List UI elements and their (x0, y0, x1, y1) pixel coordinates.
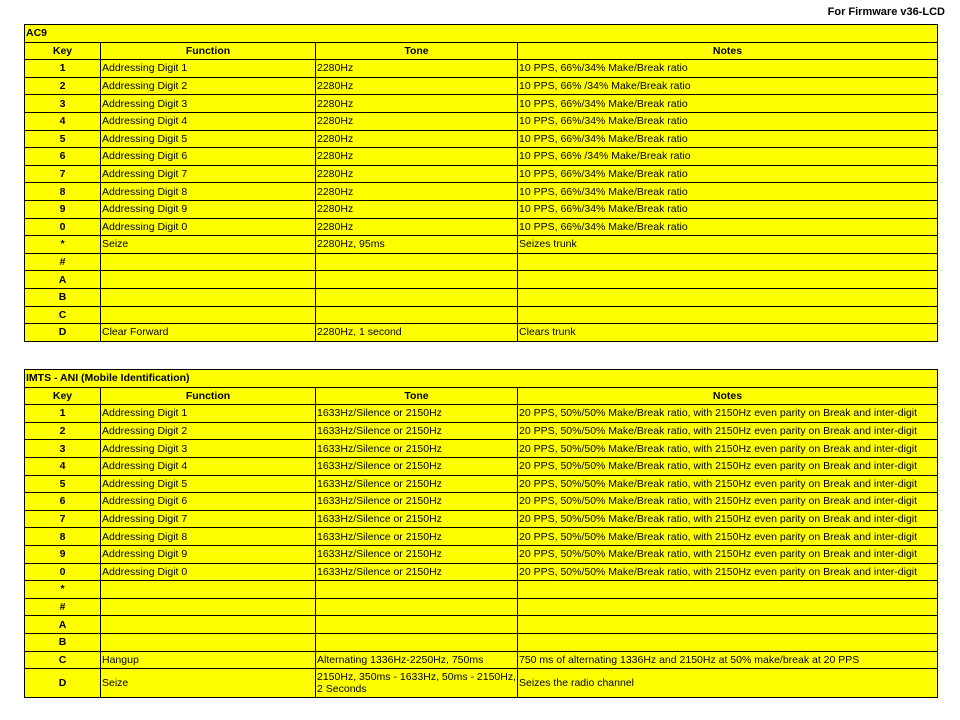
ac9-col-notes: Notes (518, 42, 938, 60)
ac9-row (25, 271, 938, 289)
imts-cell-tone: 1633Hz/Silence or 2150Hz (316, 493, 518, 511)
imts-cell-key: C (25, 651, 101, 669)
ac9-table (24, 24, 938, 342)
imts-row (25, 457, 938, 475)
imts-row (25, 440, 938, 458)
imts-cell-notes: 750 ms of alternating 1336Hz and 2150Hz at 50% make/break at 20 PPS (518, 651, 938, 669)
ac9-cell-tone: 2280Hz (316, 218, 518, 236)
imts-cell-tone: 1633Hz/Silence or 2150Hz (316, 457, 518, 475)
ac9-cell-tone: 2280Hz, 95ms (316, 236, 518, 254)
imts-cell-function (101, 616, 316, 634)
imts-cell-notes: 20 PPS, 50%/50% Make/Break ratio, with 2150Hz even parity on Break and inter-digit (518, 528, 938, 546)
imts-cell-function: Seize (101, 669, 316, 698)
ac9-cell-key: 1 (25, 60, 101, 78)
ac9-cell-function: Addressing Digit 6 (101, 148, 316, 166)
imts-cell-notes: 20 PPS, 50%/50% Make/Break ratio, with 2150Hz even parity on Break and inter-digit (518, 545, 938, 563)
imts-cell-function: Addressing Digit 1 (101, 405, 316, 423)
ac9-cell-notes: 10 PPS, 66% /34% Make/Break ratio (518, 77, 938, 95)
imts-cell-notes (518, 633, 938, 651)
imts-table (24, 369, 938, 698)
ac9-cell-function (101, 271, 316, 289)
imts-cell-key: A (25, 616, 101, 634)
imts-cell-function: Addressing Digit 6 (101, 493, 316, 511)
imts-cell-tone: 1633Hz/Silence or 2150Hz (316, 510, 518, 528)
ac9-cell-notes (518, 306, 938, 324)
ac9-row (25, 218, 938, 236)
imts-cell-tone: 1633Hz/Silence or 2150Hz (316, 405, 518, 423)
imts-cell-tone (316, 598, 518, 616)
ac9-cell-function: Seize (101, 236, 316, 254)
imts-cell-key: 9 (25, 545, 101, 563)
ac9-row (25, 112, 938, 130)
ac9-cell-notes (518, 271, 938, 289)
ac9-cell-function: Addressing Digit 9 (101, 200, 316, 218)
ac9-row (25, 60, 938, 78)
ac9-cell-function: Addressing Digit 8 (101, 183, 316, 201)
ac9-col-function: Function (101, 42, 316, 60)
ac9-cell-function: Addressing Digit 4 (101, 112, 316, 130)
imts-cell-tone: 1633Hz/Silence or 2150Hz (316, 563, 518, 581)
imts-cell-tone: Alternating 1336Hz-2250Hz, 750ms (316, 651, 518, 669)
ac9-row (25, 324, 938, 342)
imts-cell-key: 8 (25, 528, 101, 546)
imts-cell-notes: 20 PPS, 50%/50% Make/Break ratio, with 2150Hz even parity on Break and inter-digit (518, 405, 938, 423)
ac9-cell-notes: 10 PPS, 66%/34% Make/Break ratio (518, 130, 938, 148)
ac9-cell-notes: 10 PPS, 66% /34% Make/Break ratio (518, 148, 938, 166)
ac9-cell-notes: Clears trunk (518, 324, 938, 342)
ac9-row (25, 130, 938, 148)
ac9-cell-tone: 2280Hz (316, 165, 518, 183)
imts-cell-function: Addressing Digit 2 (101, 422, 316, 440)
imts-cell-key: * (25, 581, 101, 599)
ac9-row (25, 288, 938, 306)
ac9-cell-tone (316, 253, 518, 271)
imts-col-key: Key (25, 387, 101, 405)
imts-row (25, 405, 938, 423)
ac9-cell-key: # (25, 253, 101, 271)
imts-cell-notes (518, 598, 938, 616)
ac9-cell-key: A (25, 271, 101, 289)
imts-cell-key: D (25, 669, 101, 698)
imts-cell-key: 5 (25, 475, 101, 493)
imts-col-function: Function (101, 387, 316, 405)
ac9-cell-key: D (25, 324, 101, 342)
imts-row (25, 633, 938, 651)
ac9-cell-function: Addressing Digit 1 (101, 60, 316, 78)
ac9-cell-tone: 2280Hz (316, 77, 518, 95)
ac9-cell-notes: 10 PPS, 66%/34% Make/Break ratio (518, 200, 938, 218)
imts-cell-notes: 20 PPS, 50%/50% Make/Break ratio, with 2150Hz even parity on Break and inter-digit (518, 563, 938, 581)
imts-row (25, 669, 938, 698)
imts-row (25, 510, 938, 528)
imts-col-notes: Notes (518, 387, 938, 405)
ac9-cell-key: 9 (25, 200, 101, 218)
ac9-row (25, 77, 938, 95)
imts-cell-tone: 1633Hz/Silence or 2150Hz (316, 440, 518, 458)
imts-cell-key: B (25, 633, 101, 651)
imts-cell-tone: 1633Hz/Silence or 2150Hz (316, 528, 518, 546)
imts-cell-notes: 20 PPS, 50%/50% Make/Break ratio, with 2150Hz even parity on Break and inter-digit (518, 475, 938, 493)
ac9-cell-notes: 10 PPS, 66%/34% Make/Break ratio (518, 95, 938, 113)
ac9-cell-tone: 2280Hz (316, 183, 518, 201)
ac9-cell-function: Addressing Digit 0 (101, 218, 316, 236)
imts-cell-tone: 1633Hz/Silence or 2150Hz (316, 422, 518, 440)
imts-cell-function: Addressing Digit 3 (101, 440, 316, 458)
ac9-col-key: Key (25, 42, 101, 60)
imts-cell-tone: 1633Hz/Silence or 2150Hz (316, 475, 518, 493)
imts-cell-function (101, 581, 316, 599)
imts-cell-tone (316, 581, 518, 599)
ac9-cell-function (101, 288, 316, 306)
imts-row (25, 563, 938, 581)
ac9-col-tone: Tone (316, 42, 518, 60)
imts-cell-notes: 20 PPS, 50%/50% Make/Break ratio, with 2150Hz even parity on Break and inter-digit (518, 493, 938, 511)
imts-title: IMTS - ANI (Mobile Identification) (25, 370, 938, 388)
imts-cell-notes (518, 616, 938, 634)
imts-cell-notes: Seizes the radio channel (518, 669, 938, 698)
ac9-cell-key: * (25, 236, 101, 254)
ac9-cell-key: 0 (25, 218, 101, 236)
imts-cell-key: 6 (25, 493, 101, 511)
ac9-cell-key: B (25, 288, 101, 306)
ac9-row (25, 148, 938, 166)
imts-cell-notes (518, 581, 938, 599)
ac9-cell-tone: 2280Hz (316, 60, 518, 78)
imts-row (25, 545, 938, 563)
imts-cell-function: Addressing Digit 4 (101, 457, 316, 475)
imts-row (25, 475, 938, 493)
ac9-cell-tone: 2280Hz (316, 148, 518, 166)
imts-cell-tone: 2150Hz, 350ms - 1633Hz, 50ms - 2150Hz, 2 Seconds (316, 669, 518, 698)
ac9-cell-key: 2 (25, 77, 101, 95)
ac9-cell-notes (518, 288, 938, 306)
imts-cell-function: Hangup (101, 651, 316, 669)
imts-cell-function: Addressing Digit 5 (101, 475, 316, 493)
ac9-row (25, 95, 938, 113)
imts-cell-notes: 20 PPS, 50%/50% Make/Break ratio, with 2150Hz even parity on Break and inter-digit (518, 440, 938, 458)
imts-cell-notes: 20 PPS, 50%/50% Make/Break ratio, with 2150Hz even parity on Break and inter-digit (518, 510, 938, 528)
ac9-cell-key: 6 (25, 148, 101, 166)
ac9-row (25, 165, 938, 183)
ac9-cell-notes: 10 PPS, 66%/34% Make/Break ratio (518, 60, 938, 78)
imts-cell-key: 7 (25, 510, 101, 528)
ac9-cell-notes: 10 PPS, 66%/34% Make/Break ratio (518, 112, 938, 130)
imts-cell-function: Addressing Digit 7 (101, 510, 316, 528)
ac9-cell-notes: 10 PPS, 66%/34% Make/Break ratio (518, 183, 938, 201)
ac9-cell-function: Addressing Digit 7 (101, 165, 316, 183)
ac9-cell-function (101, 253, 316, 271)
firmware-label: For Firmware v36-LCD (827, 6, 945, 18)
imts-row (25, 598, 938, 616)
ac9-cell-tone (316, 271, 518, 289)
imts-col-tone: Tone (316, 387, 518, 405)
ac9-cell-notes: 10 PPS, 66%/34% Make/Break ratio (518, 218, 938, 236)
ac9-row (25, 306, 938, 324)
ac9-cell-notes (518, 253, 938, 271)
ac9-cell-key: 8 (25, 183, 101, 201)
ac9-cell-key: 7 (25, 165, 101, 183)
imts-row (25, 528, 938, 546)
imts-cell-function: Addressing Digit 8 (101, 528, 316, 546)
imts-cell-key: # (25, 598, 101, 616)
imts-row (25, 616, 938, 634)
ac9-cell-notes: Seizes trunk (518, 236, 938, 254)
imts-row (25, 651, 938, 669)
imts-cell-tone (316, 616, 518, 634)
imts-cell-notes: 20 PPS, 50%/50% Make/Break ratio, with 2150Hz even parity on Break and inter-digit (518, 422, 938, 440)
ac9-cell-notes: 10 PPS, 66%/34% Make/Break ratio (518, 165, 938, 183)
imts-cell-key: 0 (25, 563, 101, 581)
ac9-cell-tone: 2280Hz (316, 112, 518, 130)
imts-cell-function: Addressing Digit 0 (101, 563, 316, 581)
ac9-cell-function: Clear Forward (101, 324, 316, 342)
imts-cell-tone (316, 633, 518, 651)
ac9-cell-tone (316, 306, 518, 324)
ac9-cell-tone: 2280Hz (316, 200, 518, 218)
ac9-cell-function (101, 306, 316, 324)
ac9-cell-key: 5 (25, 130, 101, 148)
imts-row (25, 422, 938, 440)
ac9-row (25, 253, 938, 271)
ac9-cell-function: Addressing Digit 5 (101, 130, 316, 148)
ac9-cell-key: 3 (25, 95, 101, 113)
imts-cell-function: Addressing Digit 9 (101, 545, 316, 563)
imts-cell-key: 2 (25, 422, 101, 440)
imts-cell-notes: 20 PPS, 50%/50% Make/Break ratio, with 2150Hz even parity on Break and inter-digit (518, 457, 938, 475)
ac9-row (25, 236, 938, 254)
ac9-cell-key: C (25, 306, 101, 324)
ac9-title: AC9 (25, 25, 938, 43)
ac9-row (25, 183, 938, 201)
ac9-cell-function: Addressing Digit 3 (101, 95, 316, 113)
ac9-cell-tone (316, 288, 518, 306)
ac9-cell-tone: 2280Hz (316, 95, 518, 113)
ac9-cell-tone: 2280Hz (316, 130, 518, 148)
ac9-cell-tone: 2280Hz, 1 second (316, 324, 518, 342)
imts-cell-key: 4 (25, 457, 101, 475)
imts-cell-tone: 1633Hz/Silence or 2150Hz (316, 545, 518, 563)
ac9-cell-key: 4 (25, 112, 101, 130)
imts-row (25, 493, 938, 511)
imts-cell-key: 1 (25, 405, 101, 423)
imts-cell-function (101, 598, 316, 616)
ac9-cell-function: Addressing Digit 2 (101, 77, 316, 95)
imts-cell-key: 3 (25, 440, 101, 458)
ac9-row (25, 200, 938, 218)
imts-row (25, 581, 938, 599)
imts-cell-function (101, 633, 316, 651)
